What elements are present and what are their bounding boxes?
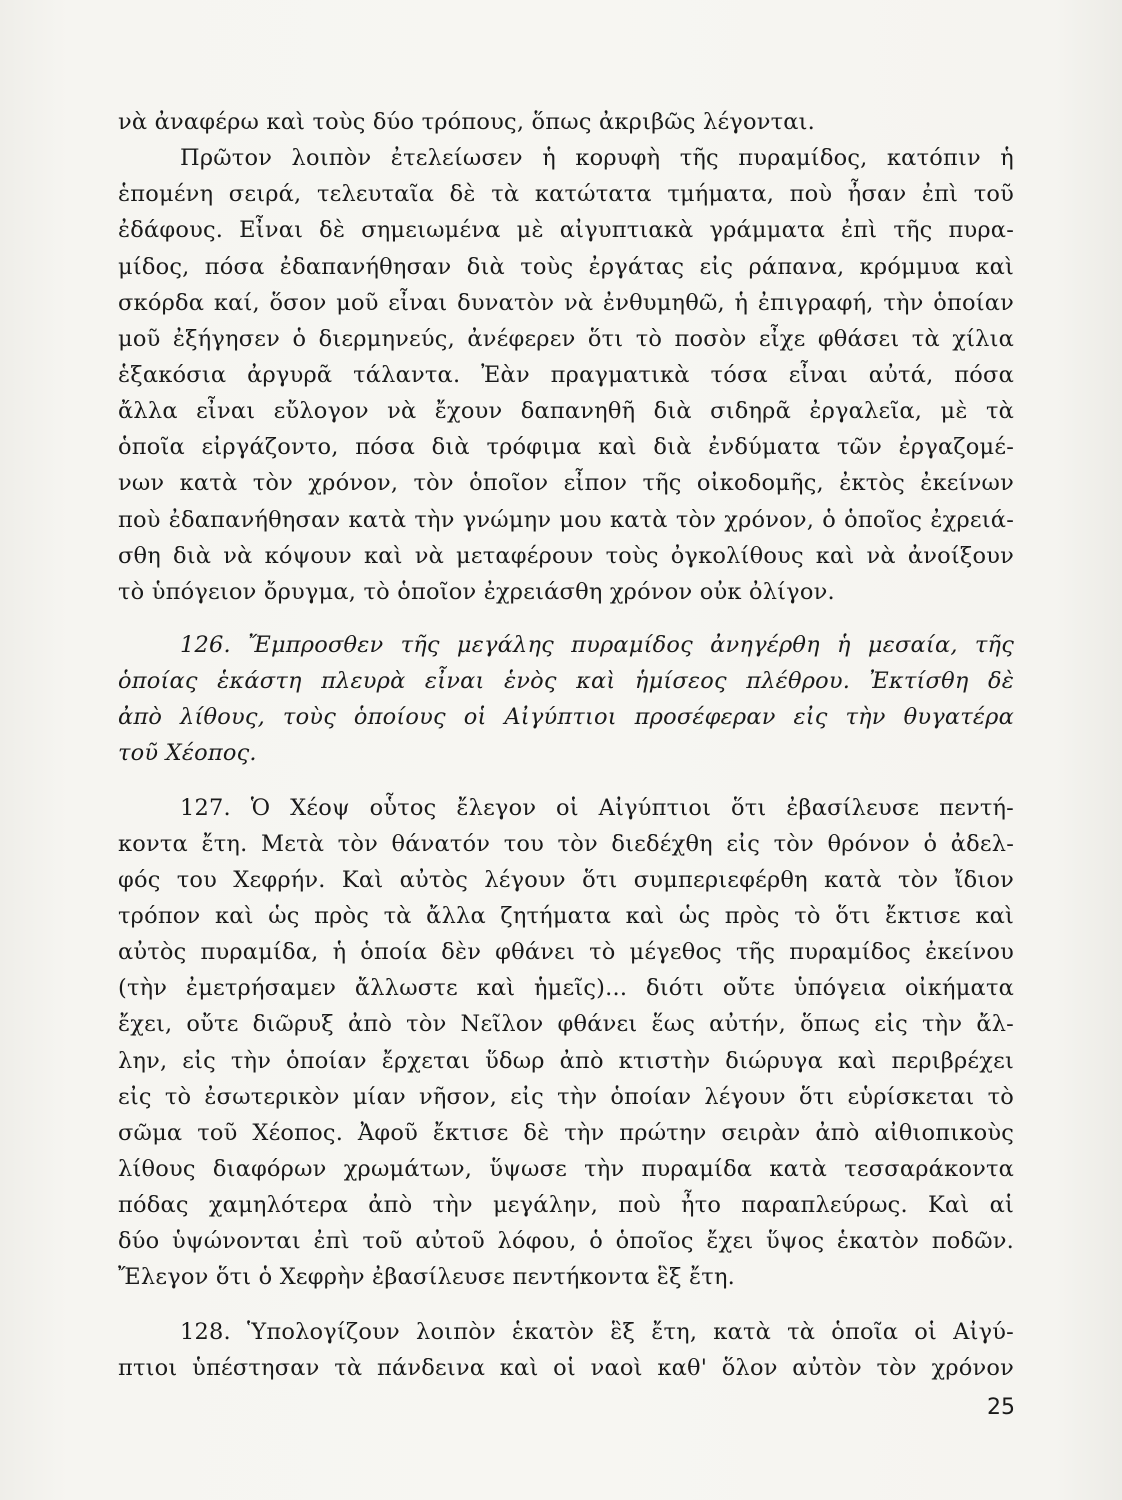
text-line: ἐδάφους. Εἶναι δὲ σημειωμένα μὲ αἰγυπτιακὰ γράμματα ἐπὶ τῆς πυρα- [118,217,1014,244]
text-line: σῶμα τοῦ Χέοπος. Ἀφοῦ ἔκτισε δὲ τὴν πρώτην σειρὰν ἀπὸ αἰθιοπικοὺς [118,1119,1014,1146]
text-line: εἰς τὸ ἐσωτερικὸν μίαν νῆσον, εἰς τὴν ὁποίαν λέγουν ὅτι εὑρίσκεται τὸ [118,1083,1014,1110]
text-line: ἄλλα εἶναι εὔλογον νὰ ἔχουν δαπανηθῆ διὰ σιδηρᾶ ἐργαλεῖα, μὲ τὰ [118,398,1014,425]
text-line: πτιοι ὑπέστησαν τὰ πάνδεινα καὶ οἱ ναοὶ καθ' ὅλον αὐτὸν τὸν χρόνον [118,1354,1014,1381]
text-line: λην, εἰς τὴν ὁποίαν ἔρχεται ὕδωρ ἀπὸ κτιστὴν διώρυγα καὶ περιβρέχει [118,1047,1014,1074]
paragraph-gap [118,772,1014,790]
paragraph-costs [118,140,1014,610]
text-line: σκόρδα καί, ὅσον μοῦ εἶναι δυνατὸν νὰ ἐνθυμηθῶ, ἡ ἐπιγραφή, τὴν ὁποίαν [118,289,1014,316]
text-line: 127. Ὁ Χέοψ οὗτος ἔλεγον οἱ Αἰγύπτιοι ὅτι ἐβασίλευσε πεντή- [180,794,1014,821]
section-126 [118,627,1014,772]
text-line: αὐτὸς πυραμίδα, ἡ ὁποία δὲν φθάνει τὸ μέγεθος τῆς πυραμίδος ἐκείνου [118,939,1014,966]
text-line: πόδας χαμηλότερα ἀπὸ τὴν μεγάλην, ποὺ ἦτο παραπλεύρως. Καὶ αἱ [118,1192,1014,1219]
text-line: νων κατὰ τὸν χρόνον, τὸν ὁποῖον εἶπον τῆς οἰκοδομῆς, ἐκτὸς ἐκείνων [118,470,1014,497]
text-line: ὁποῖα εἰργάζοντο, πόσα διὰ τρόφιμα καὶ διὰ ἐνδύματα τῶν ἐργαζομέ- [118,434,1014,461]
text-line: ποὺ ἐδαπανήθησαν κατὰ τὴν γνώμην μου κατὰ τὸν χρόνον, ὁ ὁποῖος ἐχρειά- [118,506,1014,533]
text-line: σθη διὰ νὰ κόψουν καὶ νὰ μεταφέρουν τοὺς ὀγκολίθους καὶ νὰ ἀνοίξουν [118,542,1014,569]
text-line: κοντα ἔτη. Μετὰ τὸν θάνατόν του τὸν διεδέχθη εἰς τὸν θρόνον ὁ ἀδελ- [118,830,1014,857]
paragraph-continuation [118,104,1014,140]
text-line: Πρῶτον λοιπὸν ἐτελείωσεν ἡ κορυφὴ τῆς πυραμίδος, κατόπιν ἡ [180,145,1014,172]
page-text [118,104,1014,1386]
text-line: (τὴν ἐμετρήσαμεν ἄλλωστε καὶ ἡμεῖς)... διότι οὔτε ὑπόγεια οἰκήματα [118,975,1014,1002]
text-line: ἔχει, οὔτε διῶρυξ ἀπὸ τὸν Νεῖλον φθάνει ἕως αὐτήν, ὅπως εἰς τὴν ἄλ- [118,1011,1014,1038]
text-line: Ἔλεγον ὅτι ὁ Χεφρὴν ἐβασίλευσε πεντήκοντα ἓξ ἔτη. [118,1264,735,1291]
text-line: δύο ὑψώνονται ἐπὶ τοῦ αὐτοῦ λόφου, ὁ ὁποῖος ἔχει ὕψος ἑκατὸν ποδῶν. [118,1228,1014,1255]
paragraph-gap [118,1296,1014,1314]
text-line: ἑξακόσια ἀργυρᾶ τάλαντα. Ἐὰν πραγματικὰ τόσα εἶναι αὐτά, πόσα [118,361,1014,388]
paragraph-gap [118,610,1014,627]
section-128 [118,1314,1014,1386]
section-127 [118,790,1014,1296]
text-line: λίθους διαφόρων χρωμάτων, ὕψωσε τὴν πυραμίδα κατὰ τεσσαράκοντα [118,1155,1014,1182]
page-number: 25 [987,1395,1015,1420]
text-line: φός του Χεφρήν. Καὶ αὐτὸς λέγουν ὅτι συμπεριεφέρθη κατὰ τὸν ἴδιον [118,866,1014,893]
text-line: μοῦ ἐξήγησεν ὁ διερμηνεύς, ἀνέφερεν ὅτι τὸ ποσὸν εἶχε φθάσει τὰ χίλια [118,325,1014,352]
text-line: νὰ ἀναφέρω καὶ τοὺς δύο τρόπους, ὅπως ἀκριβῶς λέγονται. [118,109,815,135]
text-line: μίδος, πόσα ἐδαπανήθησαν διὰ τοὺς ἐργάτας εἰς ράπανα, κρόμμυα καὶ [118,253,1014,280]
text-line: τοῦ Χέοπος. [118,740,257,767]
text-line: 126. Ἔμπροσθεν τῆς μεγάλης πυραμίδος ἀνηγέρθη ἡ μεσαία, τῆς [180,631,1014,658]
text-line: ἑπομένη σειρά, τελευταῖα δὲ τὰ κατώτατα τμήματα, ποὺ ἦσαν ἐπὶ τοῦ [118,181,1014,208]
text-line: τρόπον καὶ ὡς πρὸς τὰ ἄλλα ζητήματα καὶ ὡς πρὸς τὸ ὅτι ἔκτισε καὶ [118,902,1014,929]
text-line: ἀπὸ λίθους, τοὺς ὁποίους οἱ Αἰγύπτιοι προσέφεραν εἰς τὴν θυγατέρα [118,704,1014,731]
text-line: ὁποίας ἑκάστη πλευρὰ εἶναι ἑνὸς καὶ ἡμίσεος πλέθρου. Ἐκτίσθη δὲ [118,668,1014,695]
text-line: τὸ ὑπόγειον ὄρυγμα, τὸ ὁποῖον ἐχρειάσθη χρόνον οὐκ ὀλίγον. [118,578,835,605]
text-line: 128. Ὑπολογίζουν λοιπὸν ἑκατὸν ἓξ ἔτη, κατὰ τὰ ὁποῖα οἱ Αἰγύ- [180,1318,1014,1345]
